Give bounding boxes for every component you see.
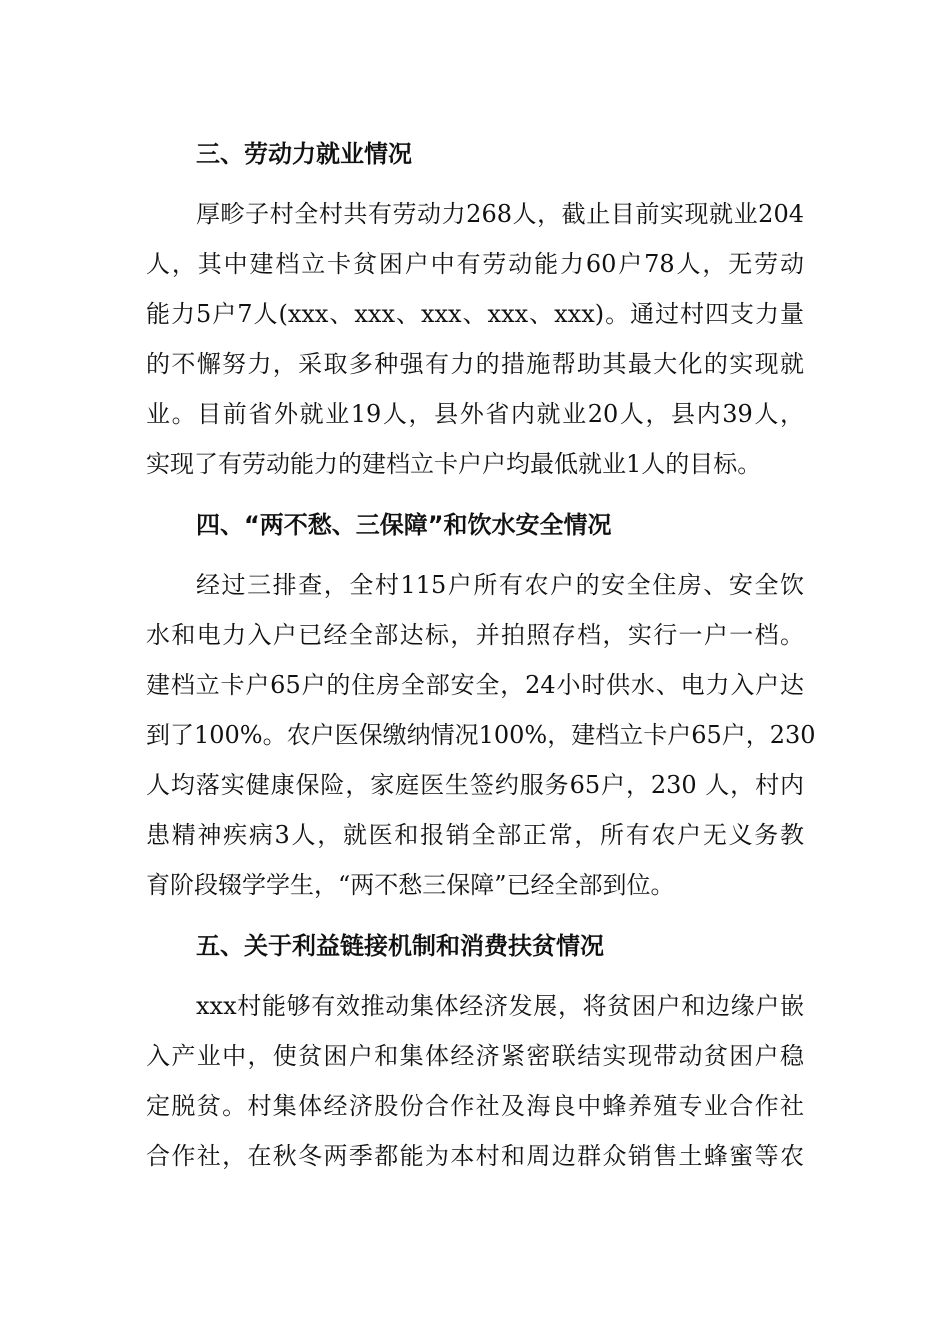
paragraph-line: 实现了有劳动能力的建档立卡户户均最低就业1人的目标。 (146, 450, 762, 478)
paragraph-line: 的不懈努力，采取多种强有力的措施帮助其最大化的实现就 (146, 350, 804, 378)
paragraph-line: 厚畛子村全村共有劳动力268人，截止目前实现就业204 (196, 200, 804, 228)
paragraph-line: 人均落实健康保险，家庭医生签约服务65户，230 人，村内 (146, 771, 804, 799)
section-heading-labor: 三、劳动力就业情况 (196, 140, 412, 168)
paragraph-line: 能力5户7人(xxx、xxx、xxx、xxx、xxx)。通过村四支力量 (146, 300, 804, 328)
paragraph-line: 入产业中，使贫困户和集体经济紧密联结实现带动贫困户稳 (146, 1042, 804, 1070)
paragraph-line: 到了100%。农户医保缴纳情况100%，建档立卡户65户，230 (146, 721, 816, 749)
paragraph-line: 定脱贫。村集体经济股份合作社及海良中蜂养殖专业合作社 (146, 1092, 804, 1120)
paragraph-line: xxx村能够有效推动集体经济发展，将贫困户和边缘户嵌 (196, 992, 804, 1020)
section-heading-benefit-linkage: 五、关于利益链接机制和消费扶贫情况 (196, 932, 604, 960)
paragraph-line: 水和电力入户已经全部达标，并拍照存档，实行一户一档。 (146, 621, 804, 649)
paragraph-line: 建档立卡户65户的住房全部安全，24小时供水、电力入户达 (146, 671, 804, 699)
paragraph-line: 育阶段辍学学生，“两不愁三保障”已经全部到位。 (146, 871, 675, 899)
paragraph-line: 业。目前省外就业19人，县外省内就业20人，县内39人， (146, 400, 804, 428)
paragraph-line: 人，其中建档立卡贫困户中有劳动能力60户78人，无劳动 (146, 250, 804, 278)
paragraph-line: 经过三排查，全村115户所有农户的安全住房、安全饮 (196, 571, 804, 599)
paragraph-line: 患精神疾病3人，就医和报销全部正常，所有农户无义务教 (146, 821, 804, 849)
section-heading-guarantees: 四、“两不愁、三保障”和饮水安全情况 (196, 511, 612, 539)
paragraph-line: 合作社，在秋冬两季都能为本村和周边群众销售土蜂蜜等农 (146, 1142, 804, 1170)
